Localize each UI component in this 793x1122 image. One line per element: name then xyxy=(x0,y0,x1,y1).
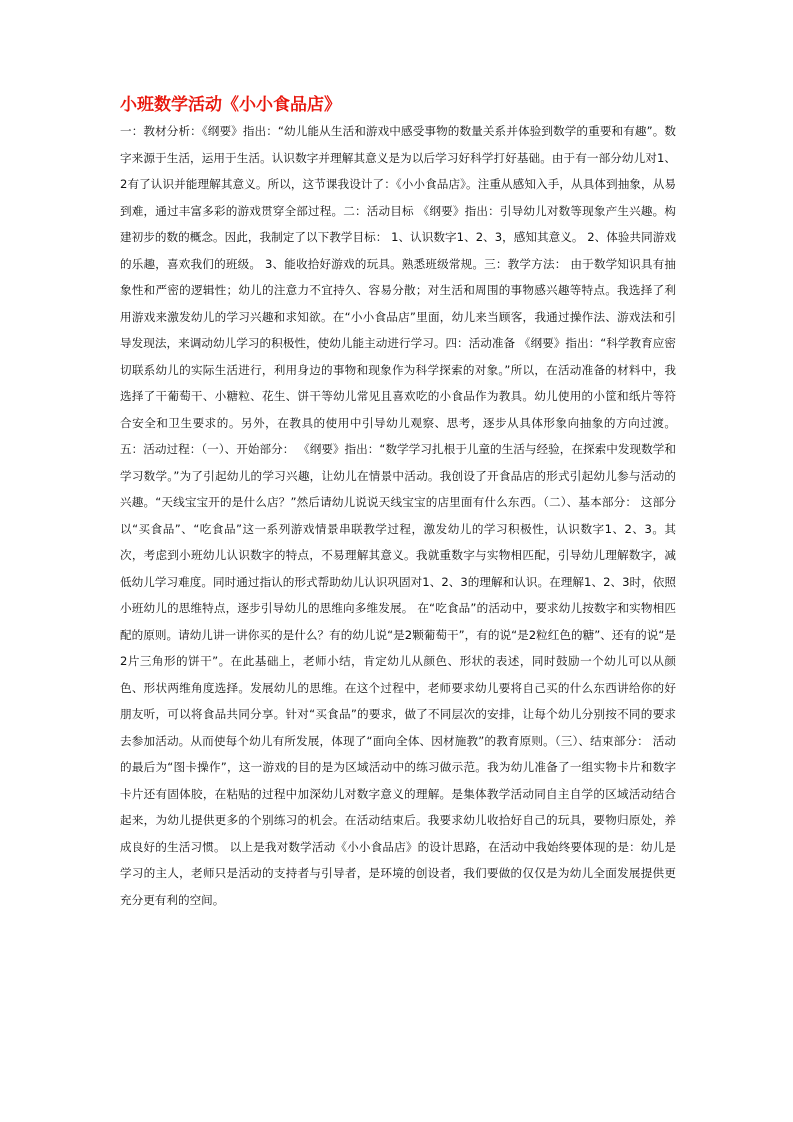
document-title: 小班数学活动《小小食品店》 xyxy=(120,95,341,115)
document-body: 一：教材分析：《纲要》指出：“幼儿能从生活和游戏中感受事物的数量关系并体验到数学的重要和有趣”。数字来源于生活，运用于生活。认识数字并理解其意义是为以后学习好科学打好基础。由于有一部分幼儿对1、2有了认识并能理解其意义。所以，这节课我设计了：《小小食品店》。注重从感知入手，从具体到抽象，从易到难，通过丰富多彩的游戏贯穿全部过程。二：活动目标 《纲要》指出：引导幼儿对数等现象产生兴趣。构建初步的数的概念。因此，我制定了以下教学目标： 1、认识数字1、2、3，感知其意义。 2、体验共同游戏的乐趣，喜欢我们的班级。 3、能收拾好游戏的玩具。熟悉班级常规。三：教学方法： 由于数学知识具有抽象性和严密的逻辑性；幼儿的注意力不宜持久、容易分散；对生活和周围的事物感兴趣等特点。我选择了利用游戏来激发幼儿的学习兴趣和求知欲。在“小小食品店”里面，幼儿来当顾客，我通过操作法、游戏法和引导发现法，来调动幼儿学习的积极性，使幼儿能主动进行学习。四：活动准备 《纲要》指出：“科学教育应密切联系幼儿的实际生活进行，利用身边的事物和现象作为科学探索的对象。”所以，在活动准备的材料中，我选择了干葡萄干、小糖粒、花生、饼干等幼儿常见且喜欢吃的小食品作为教具。幼儿使用的小筐和纸片等符合安全和卫生要求的。另外，在教具的使用中引导幼儿观察、思考，逐步从具体形象向抽象的方向过渡。五：活动过程：（一）、开始部分： 《纲要》指出：“数学学习扎根于儿童的生活与经验，在探索中发现数学和学习数学。”为了引起幼儿的学习兴趣，让幼儿在情景中活动。我创设了开食品店的形式引起幼儿参与活动的兴趣。“天线宝宝开的是什么店？”然后请幼儿说说天线宝宝的店里面有什么东西。（二）、基本部分： 这部分以“买食品”、“吃食品”这一系列游戏情景串联教学过程，激发幼儿的学习积极性，认识数字1、2、3。其次，考虑到小班幼儿认识数字的特点，不易理解其意义。我就重数字与实物相匹配，引导幼儿理解数字，减低幼儿学习难度。同时通过指认的形式帮助幼儿认识巩固对1、2、3的理解和认识。在理解1、2、3时，依照小班幼儿的思维特点，逐步引导幼儿的思维向多维发展。 在“吃食品”的活动中，要求幼儿按数字和实物相匹配的原则。请幼儿讲一讲你买的是什么？有的幼儿说“是2颗葡萄干”，有的说“是2粒红色的糖”、还有的说“是2片三角形的饼干”。在此基础上，老师小结，肯定幼儿从颜色、形状的表述，同时鼓励一个幼儿可以从颜色、形状两维角度选择。发展幼儿的思维。在这个过程中，老师要求幼儿要将自己买的什么东西讲给你的好朋友听，可以将食品共同分享。针对“买食品”的要求，做了不同层次的安排，让每个幼儿分别按不同的要求去参加活动。从而使每个幼儿有所发展，体现了“面向全体、因材施教”的教育原则。（三）、结束部分： 活动的最后为“图卡操作”，这一游戏的目的是为区域活动中的练习做示范。我为幼儿准备了一组实物卡片和数字卡片还有固体胶，在粘贴的过程中加深幼儿对数字意义的理解。是集体教学活动同自主自学的区域活动结合起来，为幼儿提供更多的个别练习的机会。在活动结束后。我要求幼儿收拾好自己的玩具，要物归原处，养成良好的生活习惯。 以上是我对数学活动《小小食品店》的设计思路，在活动中我始终要体现的是：幼儿是学习的主人，老师只是活动的支持者与引导者，是环境的创设者，我们要做的仅仅是为幼儿全面发展提供更充分更有利的空间。 xyxy=(120,124,676,907)
document-page xyxy=(120,92,676,913)
